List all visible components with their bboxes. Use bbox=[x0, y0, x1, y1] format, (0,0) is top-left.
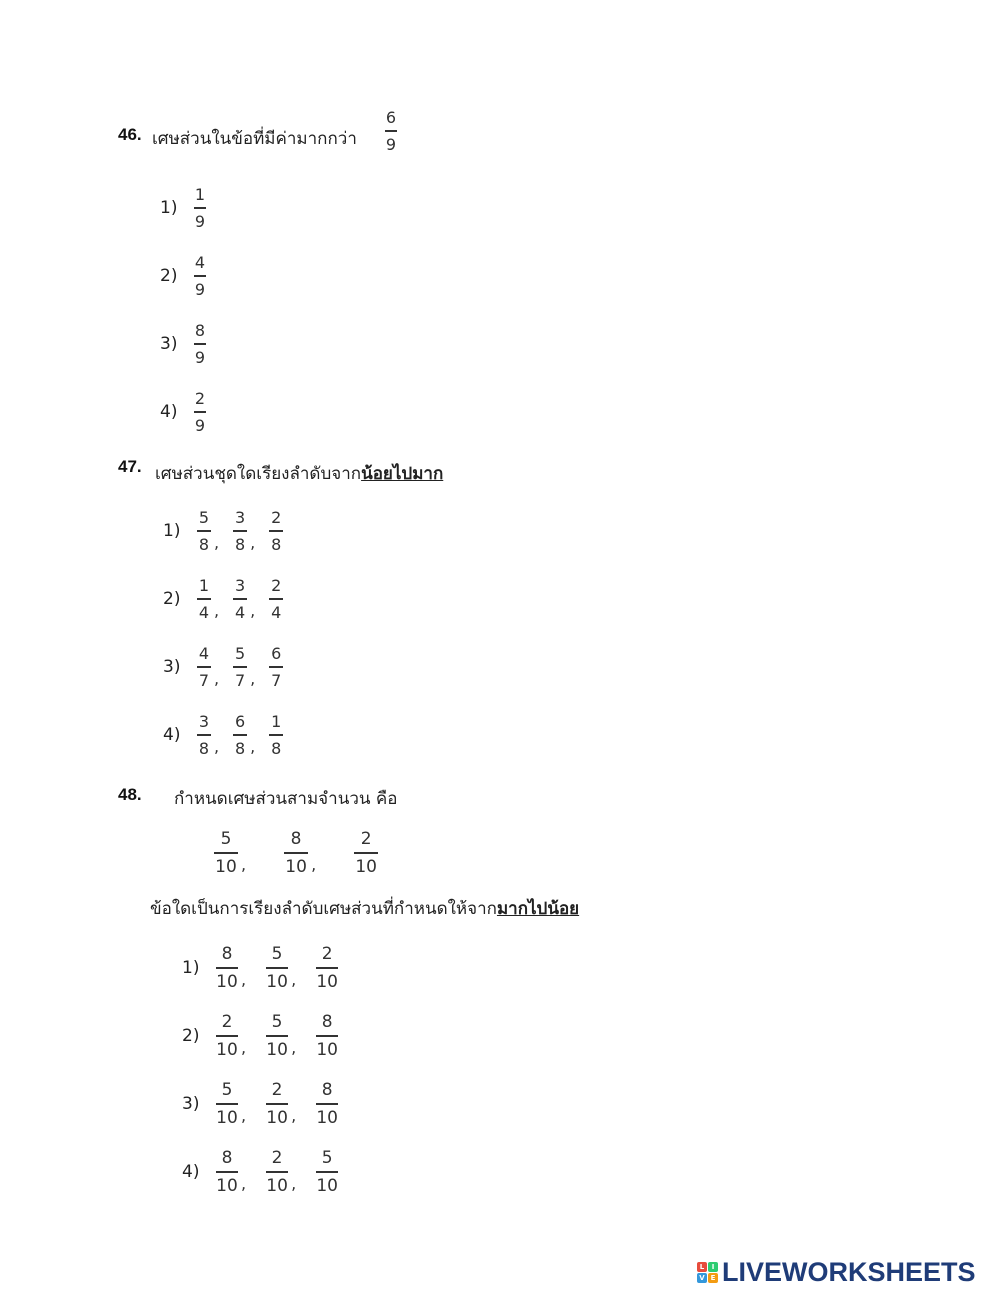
q46-option-2[interactable] bbox=[160, 246, 206, 306]
fraction bbox=[216, 1147, 238, 1196]
separator-comma: , bbox=[241, 1037, 247, 1057]
fraction bbox=[269, 575, 283, 622]
separator-comma: , bbox=[241, 1173, 247, 1193]
option-label: 4) bbox=[160, 402, 178, 422]
liveworksheets-logo bbox=[697, 1258, 976, 1286]
numerator: 8 bbox=[290, 828, 302, 849]
fraction bbox=[266, 943, 288, 992]
separator-comma: , bbox=[250, 532, 256, 552]
question-48-text: กำหนดเศษส่วนสามจำนวน คือ bbox=[174, 789, 398, 809]
q46-option-1[interactable] bbox=[160, 178, 206, 238]
q47-option-4[interactable] bbox=[163, 705, 283, 765]
denominator: 8 bbox=[235, 534, 246, 554]
fraction bbox=[233, 711, 247, 758]
numerator: 2 bbox=[194, 388, 206, 408]
fraction bbox=[354, 828, 378, 877]
numerator: 3 bbox=[235, 507, 246, 527]
numerator: 1 bbox=[271, 711, 282, 731]
denominator: 9 bbox=[194, 415, 206, 435]
fraction bbox=[194, 184, 206, 231]
separator-comma: , bbox=[214, 736, 220, 756]
fraction bbox=[233, 507, 247, 554]
logo-mark-icon bbox=[697, 1262, 718, 1283]
numerator: 1 bbox=[194, 184, 206, 204]
numerator: 5 bbox=[321, 1147, 333, 1168]
fraction bbox=[197, 711, 211, 758]
fraction bbox=[233, 643, 247, 690]
fraction bbox=[316, 1011, 338, 1060]
numerator: 3 bbox=[235, 575, 246, 595]
q48-option-2[interactable] bbox=[182, 1006, 338, 1066]
denominator: 9 bbox=[194, 279, 206, 299]
numerator: 1 bbox=[198, 575, 210, 595]
numerator: 8 bbox=[321, 1079, 333, 1100]
fraction bbox=[266, 1079, 288, 1128]
numerator: 8 bbox=[221, 1147, 233, 1168]
numerator: 4 bbox=[198, 643, 210, 663]
numerator: 2 bbox=[360, 828, 372, 849]
fraction bbox=[216, 1079, 238, 1128]
denominator: 7 bbox=[235, 670, 246, 690]
separator-comma: , bbox=[291, 1105, 297, 1125]
denominator: 8 bbox=[198, 738, 210, 758]
denominator: 8 bbox=[271, 738, 282, 758]
q46-option-3[interactable] bbox=[160, 314, 206, 374]
q48-option-3[interactable] bbox=[182, 1074, 338, 1134]
denominator: 10 bbox=[316, 971, 338, 992]
option-label: 2) bbox=[163, 589, 181, 609]
separator-comma: , bbox=[291, 969, 297, 989]
logo-mark-letter: L bbox=[697, 1262, 707, 1272]
denominator: 10 bbox=[266, 1039, 288, 1060]
question-48-question bbox=[150, 895, 579, 922]
q46-option-4[interactable] bbox=[160, 382, 206, 442]
separator-comma: , bbox=[311, 854, 317, 874]
question-46-number: 46. bbox=[118, 125, 142, 144]
numerator: 8 bbox=[321, 1011, 333, 1032]
fraction bbox=[194, 388, 206, 435]
numerator: 2 bbox=[221, 1011, 233, 1032]
separator-comma: , bbox=[241, 1105, 247, 1125]
logo-mark-letter: I bbox=[708, 1262, 718, 1272]
denominator: 4 bbox=[235, 602, 246, 622]
fraction bbox=[233, 575, 247, 622]
numerator: 3 bbox=[198, 711, 210, 731]
denominator: 10 bbox=[266, 1107, 288, 1128]
fraction bbox=[216, 943, 238, 992]
q47-option-3[interactable] bbox=[163, 637, 283, 697]
fraction bbox=[316, 1147, 338, 1196]
denominator: 10 bbox=[316, 1175, 338, 1196]
separator-comma: , bbox=[291, 1173, 297, 1193]
separator-comma: , bbox=[214, 532, 220, 552]
numerator: 6 bbox=[235, 711, 246, 731]
numerator: 8 bbox=[221, 943, 233, 964]
fraction bbox=[284, 828, 308, 877]
option-label: 3) bbox=[163, 657, 181, 677]
separator-comma: , bbox=[241, 854, 247, 874]
question-48-number: 48. bbox=[118, 785, 142, 804]
denominator: 10 bbox=[285, 856, 307, 877]
numerator: 5 bbox=[198, 507, 210, 527]
numerator: 2 bbox=[271, 507, 282, 527]
numerator: 2 bbox=[271, 575, 282, 595]
numerator: 4 bbox=[194, 252, 206, 272]
denominator: 10 bbox=[266, 971, 288, 992]
option-label: 3) bbox=[182, 1094, 200, 1114]
q47-option-2[interactable] bbox=[163, 569, 283, 629]
denominator: 9 bbox=[385, 135, 397, 154]
fraction bbox=[197, 507, 211, 554]
denominator: 8 bbox=[271, 534, 282, 554]
fraction bbox=[194, 320, 206, 367]
question-47-text bbox=[155, 460, 443, 487]
fraction bbox=[197, 575, 211, 622]
separator-comma: , bbox=[214, 668, 220, 688]
fraction bbox=[216, 1011, 238, 1060]
fraction bbox=[197, 643, 211, 690]
separator-comma: , bbox=[250, 736, 256, 756]
separator-comma: , bbox=[250, 600, 256, 620]
option-label: 1) bbox=[182, 958, 200, 978]
numerator: 6 bbox=[271, 643, 282, 663]
separator-comma: , bbox=[250, 668, 256, 688]
denominator: 4 bbox=[198, 602, 210, 622]
question-47-number: 47. bbox=[118, 457, 142, 476]
question-47-text-pre: เศษส่วนชุดใดเรียงลำดับจาก bbox=[155, 464, 362, 484]
denominator: 9 bbox=[194, 211, 206, 231]
denominator: 7 bbox=[271, 670, 282, 690]
numerator: 5 bbox=[271, 943, 283, 964]
fraction bbox=[214, 828, 238, 877]
logo-text: LIVEWORKSHEETS bbox=[722, 1256, 976, 1287]
option-label: 1) bbox=[163, 521, 181, 541]
fraction bbox=[269, 643, 283, 690]
logo-mark-letter: V bbox=[697, 1273, 707, 1283]
denominator: 8 bbox=[198, 534, 210, 554]
option-label: 2) bbox=[160, 266, 178, 286]
numerator: 5 bbox=[221, 1079, 233, 1100]
separator-comma: , bbox=[291, 1037, 297, 1057]
numerator: 6 bbox=[385, 108, 397, 127]
denominator: 10 bbox=[355, 856, 377, 877]
denominator: 10 bbox=[266, 1175, 288, 1196]
question-48-question-emphasis: มากไปน้อย bbox=[496, 899, 580, 919]
numerator: 5 bbox=[271, 1011, 283, 1032]
denominator: 7 bbox=[198, 670, 210, 690]
q48-option-4[interactable] bbox=[182, 1142, 338, 1202]
numerator: 2 bbox=[271, 1079, 283, 1100]
option-label: 3) bbox=[160, 334, 178, 354]
question-46-text: เศษส่วนในข้อที่มีค่ามากกว่า bbox=[152, 129, 357, 149]
numerator: 5 bbox=[220, 828, 232, 849]
question-46-reference-fraction bbox=[385, 108, 397, 153]
denominator: 10 bbox=[216, 1175, 238, 1196]
option-label: 1) bbox=[160, 198, 178, 218]
q47-option-1[interactable] bbox=[163, 501, 283, 561]
question-48-given-fractions bbox=[214, 823, 378, 883]
denominator: 10 bbox=[215, 856, 237, 877]
numerator: 8 bbox=[194, 320, 206, 340]
question-48-question-pre: ข้อใดเป็นการเรียงลำดับเศษส่วนที่กำหนดให้จาก bbox=[150, 899, 497, 919]
denominator: 4 bbox=[271, 602, 282, 622]
logo-mark-letter: E bbox=[708, 1273, 718, 1283]
separator-comma: , bbox=[214, 600, 220, 620]
denominator: 10 bbox=[316, 1107, 338, 1128]
fraction bbox=[269, 507, 283, 554]
numerator: 2 bbox=[271, 1147, 283, 1168]
numerator: 2 bbox=[321, 943, 333, 964]
fraction bbox=[316, 1079, 338, 1128]
q48-option-1[interactable] bbox=[182, 938, 338, 998]
denominator: 8 bbox=[235, 738, 246, 758]
fraction bbox=[385, 110, 397, 153]
option-label: 4) bbox=[182, 1162, 200, 1182]
denominator: 10 bbox=[216, 971, 238, 992]
question-47-text-emphasis: น้อยไปมาก bbox=[361, 464, 444, 484]
fraction bbox=[266, 1147, 288, 1196]
option-label: 2) bbox=[182, 1026, 200, 1046]
denominator: 10 bbox=[216, 1107, 238, 1128]
denominator: 10 bbox=[316, 1039, 338, 1060]
numerator: 5 bbox=[235, 643, 246, 663]
option-label: 4) bbox=[163, 725, 181, 745]
denominator: 10 bbox=[216, 1039, 238, 1060]
denominator: 9 bbox=[194, 347, 206, 367]
separator-comma: , bbox=[241, 969, 247, 989]
fraction bbox=[194, 252, 206, 299]
fraction bbox=[269, 711, 283, 758]
fraction bbox=[266, 1011, 288, 1060]
fraction bbox=[316, 943, 338, 992]
